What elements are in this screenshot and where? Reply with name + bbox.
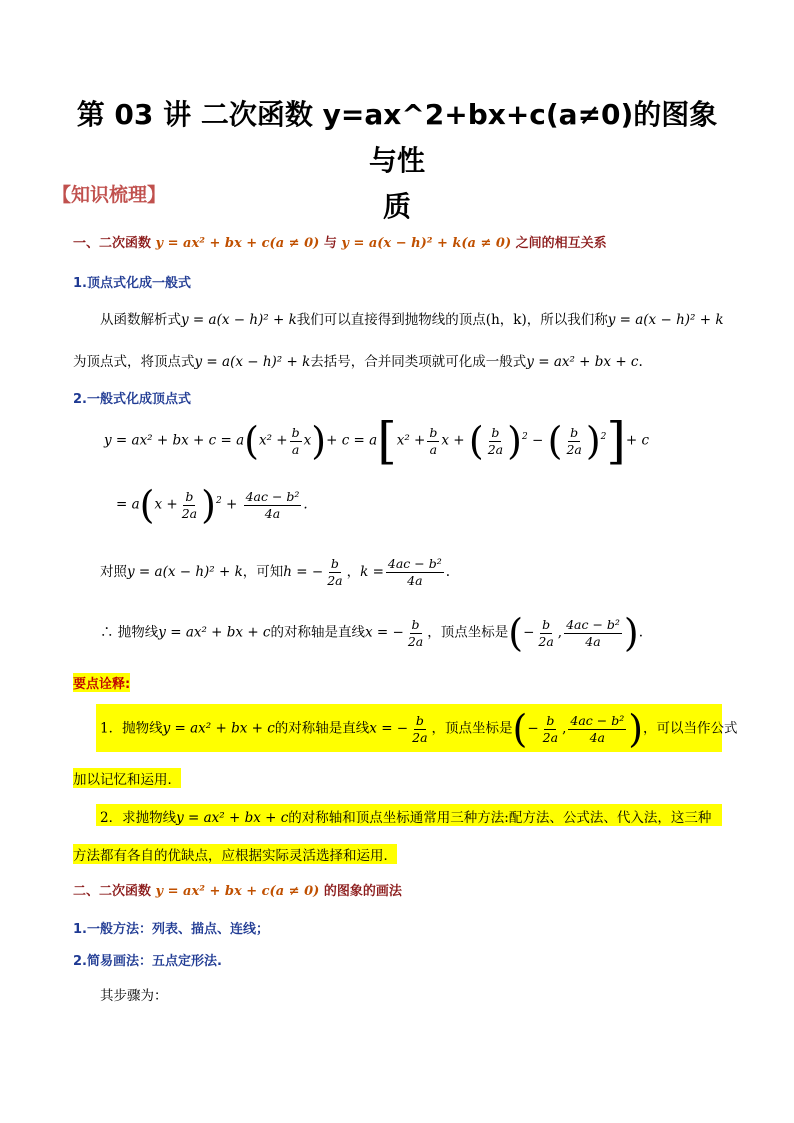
- part1-heading: 一、二次函数 y = ax² + bx + c(a ≠ 0) 与 y = a(x − h)² + k(a ≠ 0) 之间的相互关系: [73, 236, 607, 251]
- key-point-2-line1: 2．求抛物线y = ax² + bx + c的对称轴和顶点坐标通常用三种方法:配方法、公式法、代入法，这三种: [100, 810, 712, 826]
- paragraph-vertex-line1: 从函数解析式y = a(x − h)² + k我们可以直接得到抛物线的顶点(h，k)，所以我们称y = a(x − h)² + k: [100, 312, 724, 328]
- method-five-point: 2.简易画法：五点定形法.: [73, 954, 222, 969]
- method-general: 1.一般方法：列表、描点、连线；: [73, 922, 269, 937]
- steps-label: 其步骤为：: [100, 988, 168, 1004]
- page-title: 第 03 讲 二次函数 y=ax^2+bx+c(a≠0)的图象与性 质: [76, 98, 718, 223]
- section-knowledge-heading: 【知识梳理】: [52, 184, 167, 206]
- key-point-2-line2: 方法都有各自的优缺点，应根据实际灵活选择和运用．: [73, 844, 397, 864]
- subheading-vertex-to-general: 1.顶点式化成一般式: [73, 276, 191, 291]
- paragraph-vertex-line2: 为顶点式，将顶点式y = a(x − h)² + k去括号，合并同类项就可化成一般式y = ax² + bx + c.: [73, 354, 643, 370]
- paragraph-compare: 对照y = a(x − h)² + k，可知h = − $\frac{b}{2a}$ ，k = $\frac{\text{4ac − b²}}{4a}$ .: [100, 556, 451, 588]
- part2-heading: 二、二次函数 y = ax² + bx + c(a ≠ 0) 的图象的画法: [73, 884, 402, 899]
- equation-completing-square-2: = a(x + $\frac{b}{2a}$ )$^2$ + $\frac{\text{4ac − b²}}{4a}$ .: [116, 483, 308, 527]
- key-point-1-line1: 1．抛物线y = ax² + bx + c的对称轴是直线x = − $\frac{b}{2a}$ ，顶点坐标是(− $\frac{b}{2a}$ , $\frac{\text{4ac − b²}}{4a}$ )，可以当作公式: [100, 707, 738, 751]
- key-points-heading: 要点诠释:: [73, 673, 130, 692]
- key-point-1-line2: 加以记忆和运用．: [73, 768, 181, 788]
- paragraph-therefore: ∴ 抛物线y = ax² + bx + c的对称轴是直线x = − $\frac{b}{2a}$ ，顶点坐标是(− $\frac{b}{2a}$ , $\frac{\text{4ac − b²}}{4a}$ ).: [100, 611, 644, 655]
- subheading-general-to-vertex: 2.一般式化成顶点式: [73, 392, 191, 407]
- equation-completing-square-1: y = ax² + bx + c = a(x² + $\frac{b}{a}$ x)+ c = a[x² + $\frac{b}{a}$ x + ( $\frac{b}{2a}$ )$^2$ − ( $\frac{b}{2a}$ )$^2$]+ c: [104, 412, 650, 470]
